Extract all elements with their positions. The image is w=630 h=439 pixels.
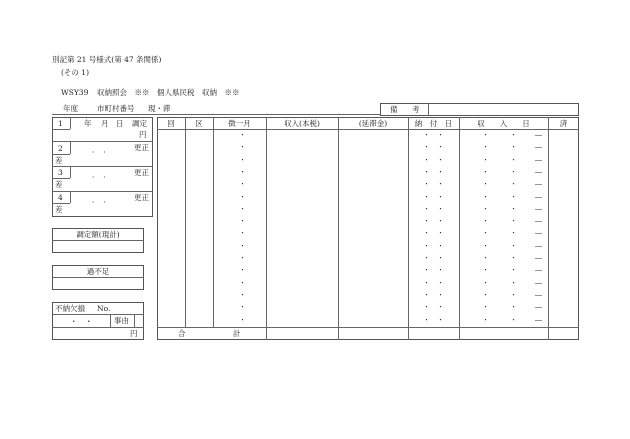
collection-month-mark: ・ (239, 131, 246, 139)
correction-number: 2 (58, 144, 63, 153)
correction-number: 4 (58, 193, 63, 202)
remarks-label-1: 備 (390, 105, 398, 114)
receipt-dash-mark: ― (535, 204, 542, 213)
remarks-divider (428, 103, 429, 116)
screen-name: 収納照会 ※※ 個人県民税 収納 ※※ (97, 88, 240, 97)
field-underline (52, 114, 380, 115)
loss-date-dots: ・ ・ (70, 317, 93, 326)
current-delinquent-label: 現・滞 (148, 104, 171, 113)
payment-date-mark: ・ ・ (423, 315, 444, 324)
col-divider-1 (185, 117, 186, 327)
col-divider-5 (408, 117, 409, 340)
number-underline-2 (52, 154, 70, 155)
receipt-date-mark: ・ ・ (482, 217, 517, 226)
receipt-date-mark: ・ ・ (482, 143, 517, 152)
receipt-dash-mark: ― (535, 290, 542, 299)
payment-date-mark: ・ ・ (423, 167, 444, 176)
payment-date-mark: ・ ・ (423, 131, 444, 139)
year-label: 年度 (63, 104, 78, 113)
payment-date-mark: ・ ・ (423, 229, 444, 238)
collection-month-mark: ・ (239, 192, 246, 201)
payment-date-mark: ・ ・ (423, 180, 444, 189)
receipt-dash-mark: ― (535, 180, 542, 189)
payment-date-mark: ・ ・ (423, 290, 444, 299)
receipt-date-mark: ・ ・ (482, 204, 517, 213)
collection-month-mark: ・ (239, 167, 246, 176)
collection-month-mark: ・ (239, 180, 246, 189)
number-divider-4 (70, 191, 71, 203)
receipt-dash-mark: ― (535, 266, 542, 275)
receipt-date-mark: ・ ・ (482, 315, 517, 324)
loss-divider-2 (52, 327, 144, 328)
collection-month-mark: ・ (239, 266, 246, 275)
correction-date-dots: ． ． (92, 170, 111, 179)
receipt-dash-mark: ― (535, 167, 542, 176)
municipality-no-label: 市町村番号 (97, 104, 135, 113)
form-title: 別記第 21 号様式(第 47 条関係) (52, 55, 162, 64)
collection-month-mark: ・ (239, 155, 246, 164)
reason-divider (110, 314, 111, 327)
receipt-date-mark: ・ ・ (482, 180, 517, 189)
difference-label: 差 (55, 156, 63, 165)
receipt-dash-mark: ― (535, 278, 542, 287)
correction-divider-2 (52, 191, 153, 192)
receipt-date-mark: ・ ・ (482, 290, 517, 299)
payment-date-mark: ・ ・ (423, 192, 444, 201)
col-header-category: 区 (195, 119, 203, 128)
difference-label: 差 (55, 205, 63, 214)
collection-month-mark: ・ (239, 303, 246, 312)
collection-month-mark: ・ (239, 290, 246, 299)
payment-date-mark: ・ ・ (423, 217, 444, 226)
row1-year: 年 (84, 119, 92, 128)
receipt-date-mark: ・ ・ (482, 229, 517, 238)
receipt-date-mark: ・ ・ (482, 155, 517, 164)
current-assessment-label: 調定額(現計) (76, 230, 120, 239)
col-header-principal-tax: 収入(本税) (284, 119, 320, 128)
payment-date-mark: ・ ・ (423, 303, 444, 312)
correction-label: 更正 (134, 143, 149, 152)
col-divider-4 (338, 117, 339, 340)
payment-date-mark: ・ ・ (423, 254, 444, 262)
row1-number: 1 (58, 119, 63, 128)
reason-value-divider (134, 314, 135, 327)
payment-date-mark: ・ ・ (423, 155, 444, 164)
correction-divider-1 (52, 166, 153, 167)
collection-month-mark: ・ (239, 229, 246, 238)
loss-divider-1 (52, 314, 144, 315)
number-cell-divider (70, 117, 71, 129)
col-divider-6 (459, 117, 460, 340)
number-divider-3 (70, 166, 71, 178)
table-total-divider (157, 327, 579, 328)
correction-number: 3 (58, 168, 63, 177)
receipt-date-mark: ・ ・ (482, 131, 517, 139)
collection-month-mark: ・ (239, 241, 246, 250)
collection-month-mark: ・ (239, 217, 246, 226)
payment-date-mark: ・ ・ (423, 143, 444, 152)
collection-month-mark: ・ (239, 143, 246, 152)
number-underline-3 (52, 178, 70, 179)
receipt-dash-mark: ― (535, 217, 542, 226)
row1-yen: 円 (139, 130, 147, 139)
collection-month-mark: ・ (239, 278, 246, 287)
receipt-date-mark: ・ ・ (482, 192, 517, 201)
number-underline-4 (52, 203, 70, 204)
col-divider-7 (548, 117, 549, 340)
row1-month: 月 (101, 119, 109, 128)
receipt-date-mark: ・ ・ (482, 167, 517, 176)
current-assessment-divider (52, 240, 144, 241)
total-label-2: 計 (233, 329, 241, 338)
row1-assessment: 調定 (132, 119, 147, 128)
col-header-payment-date: 納 付 日 (414, 119, 453, 128)
collection-month-mark: ・ (239, 204, 246, 213)
correction-label: 更正 (134, 168, 149, 177)
payment-date-mark: ・ ・ (423, 241, 444, 250)
number-underline-1 (52, 129, 70, 130)
total-label-1: 合 (178, 329, 186, 338)
difference-label: 差 (55, 180, 63, 189)
receipt-date-mark: ・ ・ (482, 266, 517, 275)
correction-date-dots: ． ． (92, 195, 111, 204)
collection-month-mark: ・ (239, 254, 246, 262)
receipt-date-mark: ・ ・ (482, 241, 517, 250)
col-divider-3 (266, 117, 267, 340)
correction-label: 更正 (134, 193, 149, 202)
payment-date-mark: ・ ・ (423, 266, 444, 275)
receipt-dash-mark: ― (535, 143, 542, 152)
receipt-date-mark: ・ ・ (482, 303, 517, 312)
assessment-divider (52, 141, 153, 142)
col-header-collection-month: 徴一月 (228, 119, 251, 128)
reason-label: 事由 (114, 316, 129, 325)
form-subtitle: (その 1) (61, 68, 90, 77)
collection-month-mark: ・ (239, 315, 246, 324)
receipt-date-mark: ・ ・ (482, 254, 517, 262)
receipt-date-mark: ・ ・ (482, 278, 517, 287)
col-header-receipt-date: 収 入 日 (477, 119, 530, 128)
payment-date-mark: ・ ・ (423, 204, 444, 213)
remarks-label-2: 考 (412, 105, 420, 114)
receipt-dash-mark: ― (535, 131, 542, 139)
screen-code: WSY39 (61, 88, 89, 97)
col-divider-2 (213, 117, 214, 327)
receipt-dash-mark: ― (535, 303, 542, 312)
payment-date-mark: ・ ・ (423, 278, 444, 287)
non-payment-loss-label: 不納欠損 (55, 304, 85, 313)
col-header-settled: 済 (559, 119, 568, 128)
col-header-round: 回 (167, 119, 175, 128)
receipt-dash-mark: ― (535, 315, 542, 324)
receipt-dash-mark: ― (535, 254, 542, 262)
col-header-late-fee: (延滞金) (358, 119, 388, 128)
receipt-dash-mark: ― (535, 229, 542, 238)
row1-day: 日 (116, 119, 124, 128)
receipt-dash-mark: ― (535, 192, 542, 201)
table-header-divider (157, 129, 579, 130)
receipt-dash-mark: ― (535, 155, 542, 164)
remarks-box (380, 103, 579, 116)
loss-number-label: No. (97, 304, 111, 313)
excess-shortage-label: 過不足 (86, 267, 110, 276)
excess-shortage-divider (52, 277, 144, 278)
number-divider-2 (70, 141, 71, 154)
correction-date-dots: ． ． (92, 145, 111, 154)
loss-yen: 円 (130, 329, 138, 338)
receipt-dash-mark: ― (535, 241, 542, 250)
